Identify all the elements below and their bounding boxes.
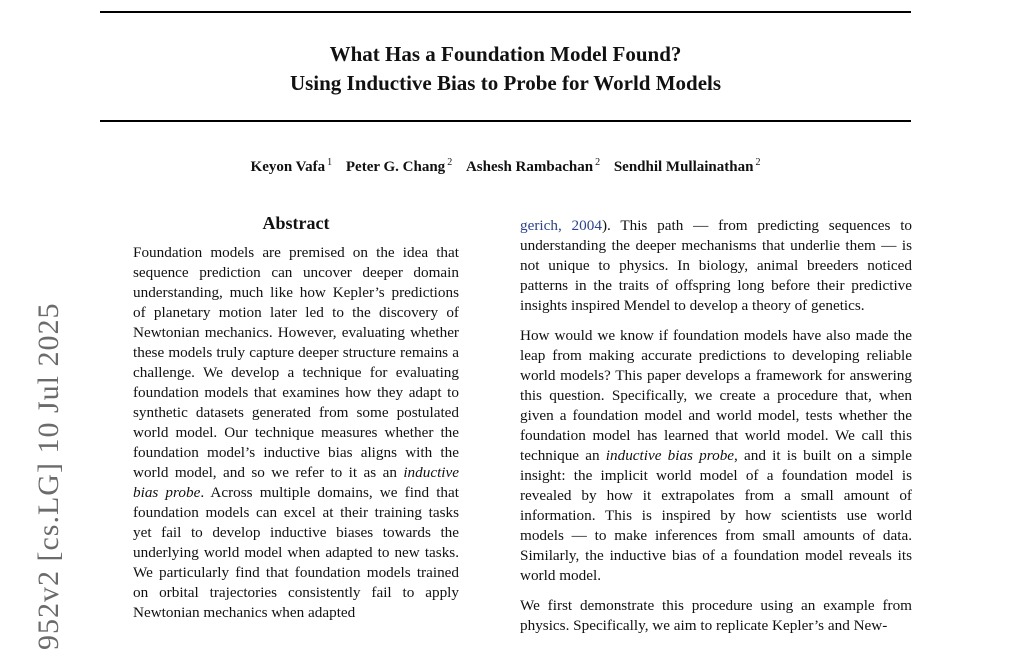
arxiv-stamp: 952v2 [cs.LG] 10 Jul 2025 <box>32 302 65 650</box>
body-text: ). This path — from predicting sequences to understanding the deeper mechanisms that underlie them — is not unique to physics. In biology, animal breeders noticed patterns in the traits of offspring long before their predictive insights inspired Mendel to develop a theory of genetics. <box>520 217 913 314</box>
author <box>466 159 600 175</box>
abstract-paragraph <box>133 243 459 623</box>
author-name: Ashesh Rambachan <box>465 159 594 175</box>
body-paragraph-3: We first demonstrate this procedure using an example from physics. Specifically, we aim to replicate Kepler’s and New- <box>520 597 912 634</box>
title-line-1: What Has a Foundation Model Found? <box>329 42 682 66</box>
abstract-text: Foundation models are premised on the idea that sequence prediction can uncover deeper domain understanding, much like how Kepler’s predictions of planetary motion later led to the discovery of Newtonian mechanics. However, evaluating whether these models truly capture deeper structure remains a challenge. We develop a technique for evaluating foundation models that examines how they adapt to synthetic datasets generated from some postulated world model. Our technique measures whether the foundation model’s inductive bias aligns with the world model, and so we refer to it as an <box>133 244 459 481</box>
body-emphasis: inductive bias probe <box>605 447 735 464</box>
author-name: Sendhil Mullainathan <box>613 159 754 175</box>
title-line-2: Using Inductive Bias to Probe for World Models <box>289 71 722 95</box>
body-paragraph-2 <box>520 326 912 586</box>
author-name: Peter G. Chang <box>345 159 446 175</box>
body-paragraph-1 <box>520 216 912 316</box>
author-affiliation: 2 <box>755 157 761 168</box>
body-text: , and it is built on a simple insight: the implicit world model of a foundation model is revealed by how it extrapolates from a small amount of information. This is inspired by how scientists use world models — to make inferences from small amounts of data. Similarly, the inductive bias of a foundation model reveals its world model. <box>520 447 912 584</box>
title-bottom-rule <box>100 120 911 122</box>
author-name: Keyon Vafa <box>250 159 326 175</box>
abstract-body <box>133 243 459 623</box>
author <box>614 159 761 175</box>
author <box>251 159 333 175</box>
author-affiliation: 1 <box>327 157 333 168</box>
paper-title <box>100 40 911 98</box>
author-affiliation: 2 <box>447 157 453 168</box>
intro-column <box>520 216 912 646</box>
author-affiliation: 2 <box>595 157 601 168</box>
author <box>346 159 452 175</box>
abstract-emphasis: inductive bias probe <box>133 464 459 501</box>
abstract-heading: Abstract <box>262 213 330 233</box>
body-text: How would we know if foundation models have also made the leap from making accurate predictions to developing reliable world models? This paper develops a framework for answering this question. Specifically, we create a procedure that, when given a foundation model and world model, tests whether the foundation model has learned that world model. We call this technique an <box>520 327 912 464</box>
author-list <box>100 157 911 176</box>
citation-link[interactable]: gerich, 2004 <box>520 217 602 234</box>
abstract-text: . Across multiple domains, we find that foundation models can excel at their training tasks yet fail to develop inductive biases towards the underlying world model when adapted to new tasks. We particularly find that foundation models trained on orbital trajectories consistently fail to apply Newtonian mechanics when adapted <box>133 484 459 621</box>
title-top-rule <box>100 11 911 13</box>
